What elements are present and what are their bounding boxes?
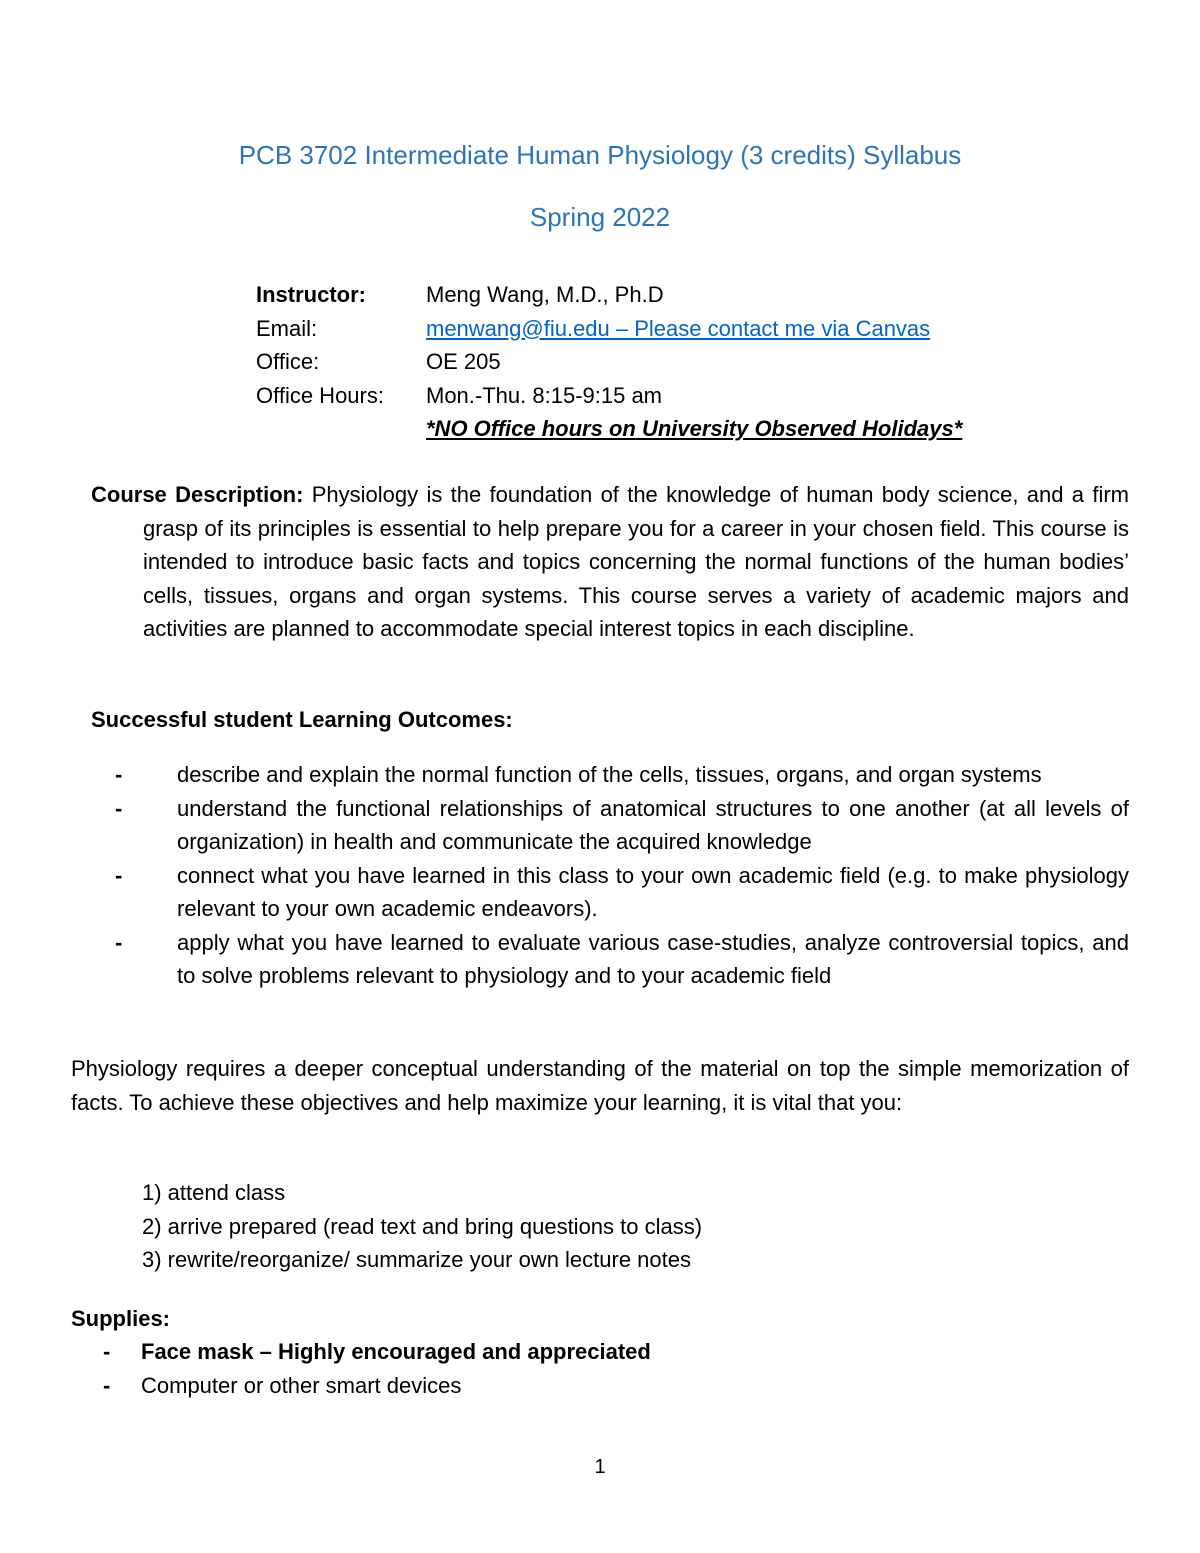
email-row [256, 312, 962, 346]
list-item: 1) attend class [142, 1180, 286, 1205]
study-steps-list [142, 1176, 702, 1277]
list-item: - understand the functional relationships of anatomical structures to one another (at all levels of organization) in health and communicate the acquired knowledge [177, 792, 1129, 859]
office-hours-label: Office Hours: [256, 382, 384, 408]
course-description-label: Course Description: [91, 482, 304, 507]
dash-marker: - [103, 1372, 111, 1398]
list-item: - connect what you have learned in this class to your own academic field (e.g. to make physiology relevant to your own academic endeavors). [177, 859, 1129, 926]
page-title: PCB 3702 Intermediate Human Physiology (3 credits) Syllabus [238, 140, 962, 170]
list-item: 3) rewrite/reorganize/ summarize your own lecture notes [142, 1247, 692, 1272]
supplies-heading: Supplies: [71, 1306, 171, 1331]
course-description-text: Physiology is the foundation of the knowledge of human body science, and a firm grasp of its principles is essential to help prepare you for a career in your chosen field. This course is intended to introduce basic facts and topics concerning the normal functions of the human bodies’ cells, tissues, organs and organ systems. This course serves a variety of academic majors and activities are planned to accommodate special interest topics in each discipline. [143, 482, 1129, 641]
term-subtitle: Spring 2022 [529, 202, 671, 232]
dash-marker: - [115, 862, 123, 888]
office-value: OE 205 [426, 349, 501, 374]
learning-outcomes-list [115, 758, 1129, 993]
instructor-value: Meng Wang, M.D., Ph.D [426, 282, 664, 307]
office-hours-value: Mon.-Thu. 8:15-9:15 am [426, 382, 663, 408]
email-link[interactable]: menwang@fiu.edu – Please contact me via Canvas [426, 315, 931, 341]
list-item: 2) arrive prepared (read text and bring questions to class) [142, 1213, 703, 1239]
instructor-info [256, 278, 962, 446]
email-label: Email: [256, 315, 318, 341]
list-item: - Computer or other smart devices [141, 1369, 1041, 1403]
holiday-note: *NO Office hours on University Observed Holidays* [426, 416, 963, 441]
list-item: - describe and explain the normal function of the cells, tissues, organs, and organ systems [177, 758, 1129, 792]
list-item: - apply what you have learned to evaluate various case-studies, analyze controversial topics, and to solve problems relevant to physiology and to your academic field [177, 926, 1129, 993]
instructor-label: Instructor: [256, 282, 366, 307]
instructor-row [256, 278, 962, 312]
dash-marker: - [115, 929, 123, 955]
holiday-note-row [256, 412, 962, 446]
physiology-paragraph: Physiology requires a deeper conceptual understanding of the material on top the simple memorization of facts. To achieve these objectives and help maximize your learning, it is vital that you: [71, 1056, 1129, 1115]
office-row [256, 345, 962, 379]
office-label: Office: [256, 349, 320, 374]
office-hours-row [256, 379, 962, 413]
dash-marker: - [115, 795, 123, 821]
dash-marker: - [103, 1339, 111, 1364]
dash-marker: - [115, 762, 123, 787]
supplies-list [103, 1335, 1041, 1402]
list-item: - Face mask – Highly encouraged and appreciated [141, 1335, 1041, 1369]
page-number: 1 [594, 1456, 606, 1478]
course-description [91, 478, 1129, 646]
learning-outcomes-heading: Successful student Learning Outcomes: [91, 707, 513, 732]
